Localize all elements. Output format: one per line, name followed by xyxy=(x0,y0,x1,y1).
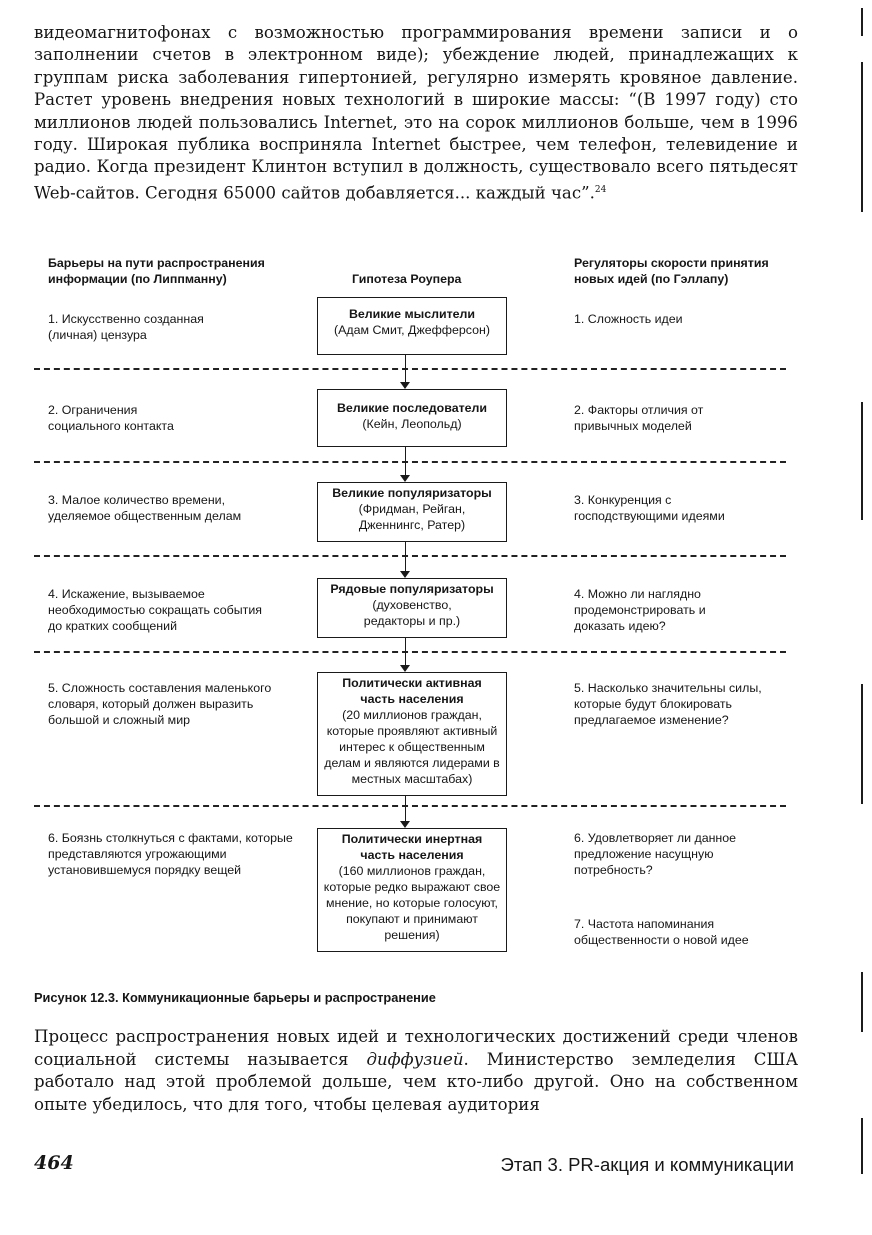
bottom-paragraph: Процесс распространения новых идей и технологических достижений среди членов социальной системы называется диффузией. Министерство земледелия США работало над этой проблемой дольше, чем кто-либо другой. Оно на собственном опыте убедилось, что для того, чтобы целевая аудитория xyxy=(34,1027,799,1114)
level-separator xyxy=(34,368,786,370)
regulator-item: 6. Удовлетворяет ли данное предложение насущную потребность? xyxy=(574,831,737,877)
top-paragraph: видеомагнитофонах с возможностью программирования времени записи и о заполнении счетов в электронном виде); убеждение людей, принадлежащих к группам риска заболевания гипертонией, регулярно измерять кровяное давление. Растет уровень внедрения новых технологий в широкие массы: “(В 1997 году) сто миллионов людей пользовались Internet, это на сорок миллионов больше, чем в 1996 году. Широкая публика восприняла Internet быстрее, чем телефон, телевидение и радио. Когда президент Клинтон вступил в должность, существовало всего пятьдесят Web-сайтов. Сегодня 65000 сайтов добавляется... каждый час”.$^{24}$ xyxy=(34,23,798,203)
footnote-marker: 24 xyxy=(594,184,607,195)
connector-line xyxy=(405,355,406,383)
roper-level-box xyxy=(317,482,507,542)
regulator-item: 1. Сложность идеи xyxy=(574,312,683,326)
roper-level-examples: (Адам Смит, Джефферсон) xyxy=(334,323,490,337)
italic-term: диффузией xyxy=(366,1049,464,1069)
roper-level-examples: (духовенство, редакторы и пр.) xyxy=(363,598,461,628)
level-separator xyxy=(34,805,786,807)
scan-edge-mark xyxy=(861,402,863,520)
level-separator xyxy=(34,461,786,463)
arrow-down-icon xyxy=(400,665,410,672)
scan-edge-mark xyxy=(861,1118,863,1174)
roper-level-title: Политически активная часть населения xyxy=(342,676,482,706)
roper-level-examples: (20 миллионов граждан, которые проявляют активный интерес к общественным делам и являются лидерами в местных масштабах) xyxy=(324,708,500,786)
scan-edge-mark xyxy=(861,684,863,804)
roper-level-examples: (160 миллионов граждан, которые редко выражают свое мнение, но которые голосуют, покупают и принимают решения) xyxy=(323,864,501,942)
arrow-down-icon xyxy=(400,821,410,828)
arrow-down-icon xyxy=(400,475,410,482)
barrier-item: 1. Искусственно созданная (личная) цензура xyxy=(48,312,204,342)
roper-level-box xyxy=(317,389,507,447)
regulator-item: 5. Насколько значительны силы, которые будут блокировать предлагаемое изменение? xyxy=(574,681,762,727)
roper-level-examples: (Кейн, Леопольд) xyxy=(362,417,462,431)
barrier-item: 2. Ограничения социального контакта xyxy=(48,403,174,433)
roper-level-title: Рядовые популяризаторы xyxy=(330,582,494,596)
roper-level-examples: (Фридман, Рейган, Дженнингс, Ратер) xyxy=(358,502,466,532)
level-separator xyxy=(34,555,786,557)
connector-line xyxy=(405,638,406,665)
roper-level-box xyxy=(317,297,507,355)
barrier-item: 3. Малое количество времени, уделяемое общественным делам xyxy=(48,493,242,523)
page-number: 464 xyxy=(34,1152,74,1174)
scan-edge-mark xyxy=(861,62,863,212)
arrow-down-icon xyxy=(400,571,410,578)
arrow-down-icon xyxy=(400,382,410,389)
figure-caption: Рисунок 12.3. Коммуникационные барьеры и распространение xyxy=(34,990,436,1005)
scan-edge-mark xyxy=(861,972,863,1032)
scan-edge-mark xyxy=(861,8,863,36)
roper-level-title: Великие последователи xyxy=(336,401,488,415)
roper-level-title: Великие мыслители xyxy=(348,307,476,321)
right-column-header: Регуляторы скорости принятия новых идей (по Гэллапу) xyxy=(574,256,769,286)
barrier-item: 5. Сложность составления маленького словаря, который должен выразить большой и сложный мир xyxy=(48,681,272,727)
roper-level-box xyxy=(317,828,507,952)
connector-line xyxy=(405,796,406,821)
roper-level-box xyxy=(317,672,507,796)
regulator-item: 2. Факторы отличия от привычных моделей xyxy=(574,403,704,433)
roper-level-title: Политически инертная часть населения xyxy=(341,832,483,862)
connector-line xyxy=(405,542,406,571)
barrier-item: 6. Боязнь столкнуться с фактами, которые представляются угрожающими установившемуся порядку вещей xyxy=(48,831,293,877)
barrier-item: 4. Искажение, вызываемое необходимостью сокращать события до кратких сообщений xyxy=(48,587,262,633)
center-column-header: Гипотеза Роупера xyxy=(352,272,462,286)
regulator-item: 7. Частота напоминания общественности о новой идее xyxy=(574,917,749,947)
regulator-item: 3. Конкуренция с господствующими идеями xyxy=(574,493,725,523)
running-title: Этап 3. PR-акция и коммуникации xyxy=(500,1154,794,1175)
left-column-header: Барьеры на пути распространения информации (по Липпманну) xyxy=(48,256,265,286)
regulator-item: 4. Можно ли наглядно продемонстрировать и доказать идею? xyxy=(574,587,706,633)
connector-line xyxy=(405,447,406,475)
roper-level-title: Великие популяризаторы xyxy=(332,486,492,500)
level-separator xyxy=(34,651,786,653)
roper-level-box xyxy=(317,578,507,638)
